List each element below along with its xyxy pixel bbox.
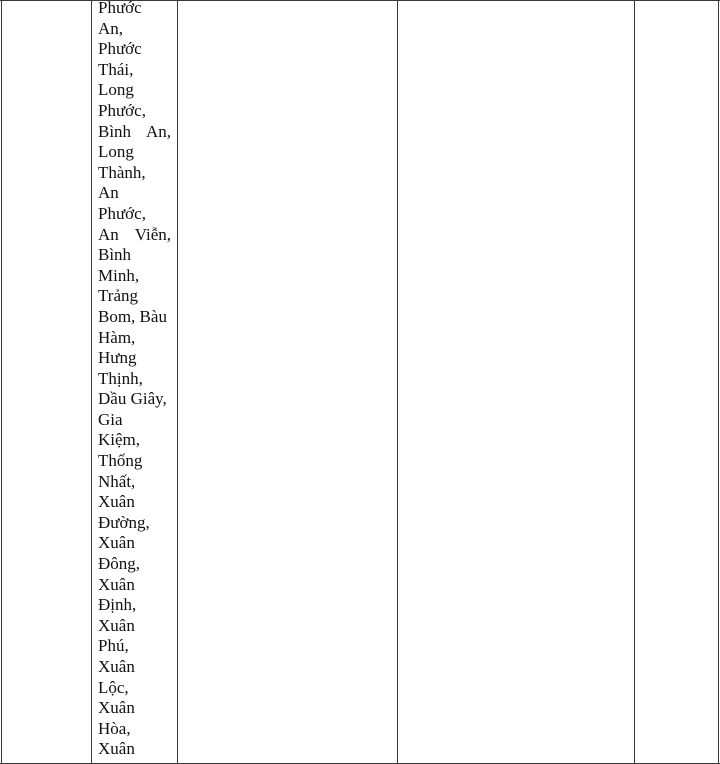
locality-line: Hòa, [98,718,131,738]
locality-line: Bình An, [98,121,171,141]
locality-line: Hàm, [98,327,136,347]
locality-line: Trảng [98,286,138,306]
locality-line: Bình [98,245,132,265]
locality-line: Minh, [98,265,140,285]
locality-line: Thành, [98,162,146,182]
table-cell-col4 [398,0,634,764]
locality-line: Long [98,142,134,162]
table-cell-col3 [178,0,397,764]
locality-line: Phước, [98,100,146,120]
locality-line: Xuân [98,533,135,553]
locality-line: Gia [98,409,123,429]
locality-line: Thái, [98,59,134,79]
locality-line: An, [98,18,124,38]
locality-line: Lộc, [98,677,129,697]
locality-line: Xuân [98,698,135,718]
locality-line: Định, [98,595,137,615]
locality-line: Thống [98,451,143,471]
locality-line: Đường, [98,512,150,532]
column-border-right [718,0,719,764]
locality-line: Phước [98,0,142,17]
locality-line: Xuân [98,657,135,676]
locality-line: Phú, [98,636,129,656]
locality-line: Hưng [98,348,137,368]
locality-line: Bom, Bàu [98,306,167,326]
locality-line: Kiệm, [98,430,141,450]
column-border-1 [91,0,92,764]
locality-line: Nhất, [98,471,136,491]
locality-line: Long [98,80,134,100]
locality-line: Dầu Giây, [98,389,167,409]
table-cell-col1 [2,0,91,764]
table-cell-col2-locality-list [98,0,174,760]
locality-line: Thịnh, [98,368,143,388]
locality-line: Xuân [98,615,135,635]
locality-line: Xuân [98,739,135,759]
locality-line: Đông, [98,554,141,574]
locality-line: Xuân [98,574,135,594]
locality-line: An [98,183,119,203]
locality-line: Phước [98,39,142,59]
table-cell-col5 [635,0,718,764]
locality-line: Xuân [98,492,135,512]
locality-line: Phước, [98,203,146,223]
locality-line: An Viễn, [98,224,171,244]
